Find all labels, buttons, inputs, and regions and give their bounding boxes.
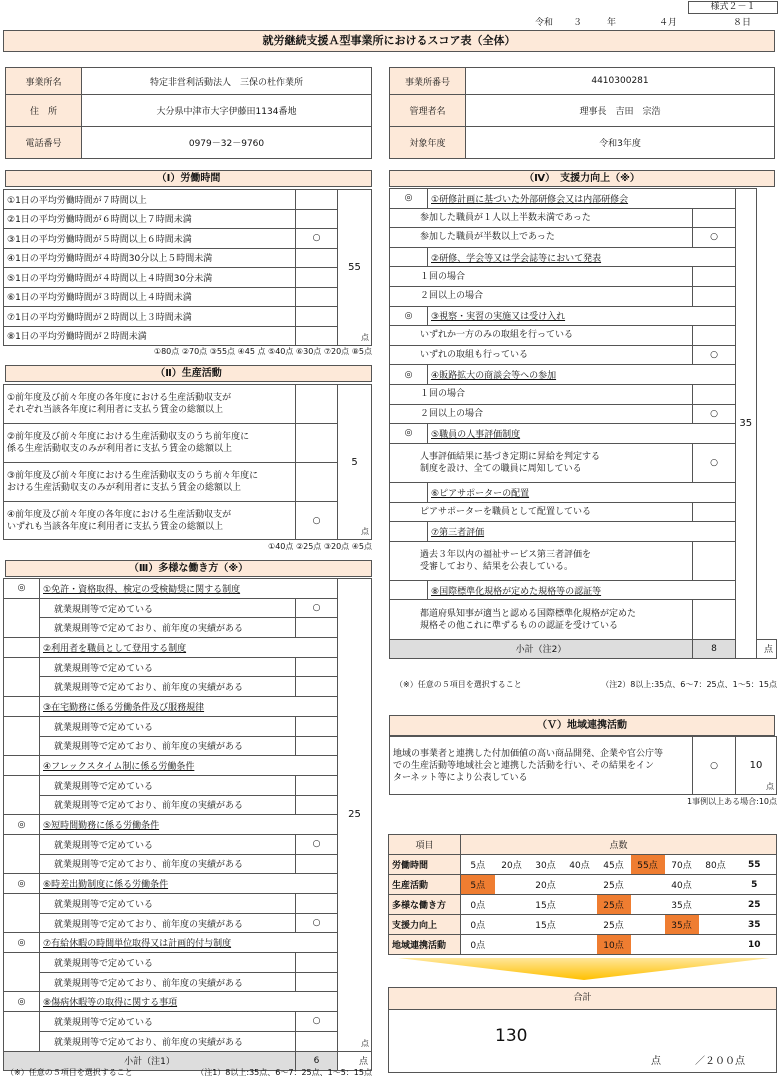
- date-day: ８日: [733, 18, 752, 28]
- summary-cell: [631, 875, 665, 895]
- info-right-table: [389, 67, 775, 159]
- summary-row-label: 地域連携活動: [389, 935, 461, 955]
- sec1-mark[interactable]: [296, 190, 338, 210]
- sec5-title: （Ｖ）地域連携活動: [389, 715, 775, 736]
- sec1-mark[interactable]: ○: [296, 229, 338, 249]
- summary-cell: [563, 915, 597, 935]
- sec5-text: 地域の事業者と連携した付加価値の高い商品開発、企業や官公庁等 での生産活動等地域社会と連携した活動を行い、その結果をイン ターネット等により公表している: [390, 737, 693, 795]
- sec3-item-title: ③在宅勤務に係る労働条件及び服務規律: [40, 697, 338, 717]
- sec3-sub: 就業規則等で定めている: [40, 716, 296, 736]
- manager-name: 理事長 吉田 宗浩: [466, 95, 775, 127]
- sec3-mark[interactable]: [296, 894, 338, 914]
- summary-cell: 55点: [631, 855, 665, 875]
- sec4-check[interactable]: [390, 522, 428, 542]
- sec4-sub: いずれの取組も行っている: [390, 345, 693, 365]
- sec4-footnote-left: （※）任意の５項目を選択すること: [395, 680, 522, 689]
- down-arrow: [398, 958, 770, 980]
- summary-cell: [699, 895, 733, 915]
- info-label: 電話番号: [6, 127, 82, 159]
- summary-cell: 15点: [529, 915, 563, 935]
- summary-row-label: 多様な働き方: [389, 895, 461, 915]
- sec3-sub: 就業規則等で定めており、前年度の実績がある: [40, 913, 296, 933]
- sec4-check[interactable]: ◎: [390, 306, 428, 326]
- sec4-item-title: ⑧国際標準化規格が定めた規格等の認証等: [428, 580, 736, 600]
- sec3-sub: 就業規則等で定めている: [40, 894, 296, 914]
- sec4-score: 35: [739, 417, 753, 429]
- sec2-row: ②前年度及び前々年度における生産活動収支のうち前年度に 係る生産活動収支のみが利用者に支払う賃金の総額以上: [4, 424, 296, 463]
- summary-cell: 80点: [699, 855, 733, 875]
- sec4-sub: ２回以上の場合: [390, 404, 693, 424]
- sec4-mark[interactable]: [693, 384, 736, 404]
- sec2-table: [3, 384, 372, 540]
- sec4-check[interactable]: [390, 482, 428, 502]
- summary-cell: 5点: [461, 855, 495, 875]
- sec2-row: ④前年度及び前々年度の各年度における生産活動収支が いずれも当該各年度に利用者に支払う賃金の総額以上: [4, 502, 296, 540]
- summary-cell: 25点: [597, 895, 631, 915]
- sec1-mark[interactable]: [296, 307, 338, 327]
- summary-table: [388, 834, 777, 955]
- sec4-sub: ピアサポーターを職員として配置している: [390, 502, 693, 522]
- info-label: 管理者名: [390, 95, 466, 127]
- info-label: 事業所名: [6, 68, 82, 95]
- summary-cell: 35点: [665, 915, 699, 935]
- sec2-note: ①40点 ②25点 ③20点 ④5点: [268, 542, 372, 551]
- total-max: ／２００点: [695, 1056, 745, 1067]
- sec4-sub: 参加した職員が１人以上半数未満であった: [390, 208, 693, 228]
- sec3-mark[interactable]: [296, 854, 338, 874]
- sec4-sub: 参加した職員が半数以上であった: [390, 228, 693, 248]
- sec3-check[interactable]: ◎: [4, 874, 40, 894]
- sec3-item-title: ⑦有給休暇の時間単位取得又は計画的付与制度: [40, 933, 338, 953]
- sec2-mark[interactable]: [296, 424, 338, 463]
- summary-cell: [563, 895, 597, 915]
- sec4-item-title: ②研修、学会等又は学会誌等において発表: [428, 247, 736, 267]
- sec3-sub: 就業規則等で定めている: [40, 953, 296, 973]
- sec3-score: 25: [348, 809, 361, 821]
- summary-cell: [699, 875, 733, 895]
- summary-cell: 10点: [597, 935, 631, 955]
- sec3-item-title: ①免許・資格取得、検定の受検勧奨に関する制度: [40, 579, 338, 599]
- sec3-table: [3, 578, 372, 1071]
- sec4-sub: 過去３年以内の福祉サービス第三者評価を 受審しており、結果を公表している。: [390, 541, 693, 580]
- sec1-row: ⑤1日の平均労働時間が４時間以上４時間30分未満: [4, 268, 296, 288]
- sec2-row: ③前年度及び前々年度における生産活動収支のうち前々年度に おける生産活動収支のみが利用者に支払う賃金の総額以上: [4, 463, 296, 502]
- sec3-check[interactable]: [4, 638, 40, 658]
- summary-cell: 30点: [529, 855, 563, 875]
- sec3-mark[interactable]: ○: [296, 598, 338, 618]
- sec1-score-cell: [338, 190, 372, 346]
- sec3-sub: 就業規則等で定めており、前年度の実績がある: [40, 795, 296, 815]
- summary-row-label: 生産活動: [389, 875, 461, 895]
- sec3-subtotal-unit: 点: [338, 1051, 372, 1070]
- info-label: 対象年度: [390, 127, 466, 159]
- sec4-sub: １回の場合: [390, 267, 693, 287]
- total-unit: 点: [651, 1056, 661, 1067]
- sec5-note: 1事例以上ある場合:10点: [687, 797, 777, 806]
- sec4-score-cell: [736, 189, 756, 659]
- date-era: 令和: [535, 18, 554, 28]
- info-label: 事業所番号: [390, 68, 466, 95]
- sec4-mark[interactable]: ○: [693, 345, 736, 365]
- summary-cell: 40点: [563, 855, 597, 875]
- summary-cell: 20点: [529, 875, 563, 895]
- total-box: [388, 987, 777, 1073]
- sec2-row: ①前年度及び前々年度の各年度における生産活動収支が それぞれ当該各年度に利用者に支払う賃金の総額以上: [4, 385, 296, 424]
- sec3-subtotal: 6: [296, 1051, 338, 1070]
- sec3-mark[interactable]: ○: [296, 834, 338, 854]
- sec3-mark[interactable]: ○: [296, 1012, 338, 1032]
- summary-cell: 45点: [597, 855, 631, 875]
- sec3-sub: 就業規則等で定めており、前年度の実績がある: [40, 1031, 296, 1051]
- sec3-check[interactable]: ◎: [4, 579, 40, 599]
- sec3-sub: 就業規則等で定めており、前年度の実績がある: [40, 618, 296, 638]
- sec1-table: [3, 189, 372, 346]
- sec4-sub: いずれか一方のみの取組を行っている: [390, 326, 693, 346]
- summary-cell: [631, 895, 665, 915]
- summary-cell: [495, 915, 529, 935]
- sec3-check[interactable]: ◎: [4, 815, 40, 835]
- sec1-note: ①80点 ②70点 ③55点 ④45 点 ⑤40点 ⑥30点 ⑦20点 ⑧5点: [153, 347, 372, 356]
- sec4-check[interactable]: [390, 580, 428, 600]
- summary-cell: [495, 895, 529, 915]
- sec3-item-title: ⑤短時間勤務に係る労働条件: [40, 815, 338, 835]
- summary-cell: 0点: [461, 895, 495, 915]
- sec1-row: ③1日の平均労働時間が５時間以上６時間未満: [4, 229, 296, 249]
- summary-cell: 0点: [461, 915, 495, 935]
- summary-cell: 25点: [597, 875, 631, 895]
- info-label: 住 所: [6, 95, 82, 127]
- sec2-unit: 点: [361, 527, 369, 536]
- sec1-mark[interactable]: [296, 287, 338, 307]
- total-value: 130: [495, 1026, 528, 1046]
- sec5-table: [389, 736, 777, 795]
- sec3-subtotal-label: 小計（注1）: [4, 1051, 296, 1070]
- office-name: 特定非営利活動法人 三保の杜作業所: [82, 68, 372, 95]
- sec1-score: 55: [348, 262, 361, 273]
- summary-row-total: 35: [733, 915, 777, 935]
- sec4-check[interactable]: ◎: [390, 189, 428, 209]
- sec5-score: 10: [749, 760, 763, 771]
- date-line: [535, 15, 775, 27]
- sec4-item-title: ③視察・実習の実施又は受け入れ: [428, 306, 736, 326]
- sec3-mark[interactable]: ○: [296, 913, 338, 933]
- info-left-table: [5, 67, 372, 159]
- sec4-item-title: ⑥ピアサポーターの配置: [428, 482, 736, 502]
- sec3-mark[interactable]: [296, 618, 338, 638]
- summary-row-label: 支援力向上: [389, 915, 461, 935]
- summary-cell: [665, 935, 699, 955]
- sec5-unit: 点: [766, 782, 774, 791]
- sec3-sub: 就業規則等で定めている: [40, 834, 296, 854]
- summary-cell: [563, 875, 597, 895]
- sec5-score-cell: [736, 737, 777, 795]
- summary-cell: 5点: [461, 875, 495, 895]
- summary-cell: [563, 935, 597, 955]
- sec3-item-title: ⑥時差出勤制度に係る労働条件: [40, 874, 338, 894]
- summary-cell: 40点: [665, 875, 699, 895]
- sec4-footnote-right: （注2）8以上:35点、6～7：25点、1～5：15点: [601, 680, 777, 689]
- sec4-item-title: ④販路拡大の商談会等への参加: [428, 365, 736, 385]
- summary-cell: [495, 875, 529, 895]
- sec4-mark[interactable]: [693, 208, 736, 228]
- form-code: 様式２－１: [688, 1, 778, 14]
- sec3-mark[interactable]: [296, 953, 338, 973]
- sec4-sub: ２回以上の場合: [390, 286, 693, 306]
- sec1-row: ⑥1日の平均労働時間が３時間以上４時間未満: [4, 287, 296, 307]
- sec1-row: ②1日の平均労働時間が６時間以上７時間未満: [4, 209, 296, 229]
- sec3-check[interactable]: [4, 697, 40, 717]
- sec3-check[interactable]: [4, 756, 40, 776]
- sec3-sub: 就業規則等で定めている: [40, 775, 296, 795]
- sec2-title: （Ⅱ）生産活動: [5, 365, 372, 382]
- sec2-mark[interactable]: [296, 463, 338, 502]
- office-number: 4410300281: [466, 68, 775, 95]
- date-year-unit: 年: [607, 18, 617, 28]
- sec3-mark[interactable]: [296, 657, 338, 677]
- sec4-mark[interactable]: [693, 326, 736, 346]
- sec4-mark[interactable]: [693, 267, 736, 287]
- sec4-mark[interactable]: [693, 600, 736, 639]
- sec1-row: ④1日の平均労働時間が４時間30分以上５時間未満: [4, 248, 296, 268]
- sec1-mark[interactable]: [296, 268, 338, 288]
- sec4-title: （Ⅳ） 支援力向上（※）: [389, 170, 775, 187]
- total-label: 合計: [389, 988, 776, 1010]
- sec4-sub: 都道府県知事が適当と認める国際標準化規格が定めた 規格その他これに準ずるものの認証を受けている: [390, 600, 693, 639]
- summary-row-total: 25: [733, 895, 777, 915]
- sec4-mark[interactable]: ○: [693, 228, 736, 248]
- sec2-score-cell: [338, 385, 372, 540]
- summary-row-total: 5: [733, 875, 777, 895]
- sec1-row: ⑦1日の平均労働時間が２時間以上３時間未満: [4, 307, 296, 327]
- sec2-mark[interactable]: [296, 385, 338, 424]
- sec3-check[interactable]: ◎: [4, 933, 40, 953]
- summary-row-total: 55: [733, 855, 777, 875]
- sec3-sub: 就業規則等で定めており、前年度の実績がある: [40, 736, 296, 756]
- target-year: 令和3年度: [466, 127, 775, 159]
- page-title: 就労継続支援Ａ型事業所におけるスコア表（全体）: [3, 30, 775, 52]
- sec4-check[interactable]: [390, 247, 428, 267]
- summary-cell: [529, 935, 563, 955]
- sec3-title: （Ⅲ）多様な働き方（※）: [5, 560, 372, 577]
- summary-cell: 0点: [461, 935, 495, 955]
- sec1-title: （Ⅰ）労働時間: [5, 170, 372, 187]
- sec4-subtotal: 8: [693, 639, 736, 658]
- sec4-item-title: ⑦第三者評価: [428, 522, 736, 542]
- sec3-mark[interactable]: [296, 736, 338, 756]
- sec4-sub: 人事評価結果に基づき定期に昇給を判定する 制度を設け、全ての職員に周知している: [390, 443, 693, 482]
- sec3-footnote-left: （※）任意の５項目を選択すること: [6, 1068, 133, 1077]
- sec3-mark[interactable]: [296, 677, 338, 697]
- sec3-sub: 就業規則等で定めている: [40, 598, 296, 618]
- sec3-sub: 就業規則等で定めており、前年度の実績がある: [40, 677, 296, 697]
- address: 大分県中津市大字伊藤田1134番地: [82, 95, 372, 127]
- summary-cell: [699, 915, 733, 935]
- date-year: ３: [573, 18, 583, 28]
- sec1-mark[interactable]: [296, 326, 338, 346]
- sec4-mark[interactable]: [693, 286, 736, 306]
- sec3-mark[interactable]: [296, 795, 338, 815]
- sec3-mark[interactable]: [296, 972, 338, 992]
- sec4-mark[interactable]: [693, 502, 736, 522]
- sec2-score: 5: [351, 456, 358, 468]
- sec4-sub: １回の場合: [390, 384, 693, 404]
- sec3-mark[interactable]: [296, 716, 338, 736]
- sec1-mark[interactable]: [296, 209, 338, 229]
- sec3-mark[interactable]: [296, 1031, 338, 1051]
- sec3-score-cell: [338, 579, 372, 1052]
- sec2-mark[interactable]: ○: [296, 502, 338, 540]
- sec3-check[interactable]: ◎: [4, 992, 40, 1012]
- summary-row-label: 労働時間: [389, 855, 461, 875]
- sec4-check[interactable]: ◎: [390, 424, 428, 444]
- sec3-item-title: ⑧傷病休暇等の取得に関する事項: [40, 992, 338, 1012]
- sec4-mark[interactable]: ○: [693, 404, 736, 424]
- sec3-sub: 就業規則等で定めており、前年度の実績がある: [40, 972, 296, 992]
- sec4-item-title: ⑤職員の人事評価制度: [428, 424, 736, 444]
- sec5-mark[interactable]: ○: [693, 737, 736, 795]
- summary-cell: [631, 935, 665, 955]
- summary-row-total: 10: [733, 935, 777, 955]
- sec3-unit: 点: [361, 1038, 369, 1048]
- sec3-item-title: ④フレックスタイム制に係る労働条件: [40, 756, 338, 776]
- sec1-mark[interactable]: [296, 248, 338, 268]
- sec4-mark[interactable]: ○: [693, 443, 736, 482]
- sec4-mark[interactable]: [693, 541, 736, 580]
- sec4-subtotal-unit: 点: [756, 639, 777, 658]
- summary-cell: 70点: [665, 855, 699, 875]
- sec4-check[interactable]: ◎: [390, 365, 428, 385]
- summary-head-points: 点数: [461, 835, 777, 855]
- sec1-row: ①1日の平均労働時間が７時間以上: [4, 190, 296, 210]
- summary-cell: 15点: [529, 895, 563, 915]
- sec3-sub: 就業規則等で定めている: [40, 657, 296, 677]
- summary-cell: [699, 935, 733, 955]
- summary-cell: [495, 935, 529, 955]
- summary-head-item: 項目: [389, 835, 461, 855]
- sec4-subtotal-label: 小計（注2）: [390, 639, 693, 658]
- date-month: ４月: [659, 18, 678, 28]
- summary-cell: [631, 915, 665, 935]
- phone: 0979－32－9760: [82, 127, 372, 159]
- sec4-item-title: ①研修計画に基づいた外部研修会又は内部研修会: [428, 189, 736, 209]
- summary-cell: 25点: [597, 915, 631, 935]
- sec4-table: [389, 188, 777, 659]
- sec3-item-title: ②利用者を職員として登用する制度: [40, 638, 338, 658]
- summary-cell: 20点: [495, 855, 529, 875]
- sec3-mark[interactable]: [296, 775, 338, 795]
- sec3-sub: 就業規則等で定めており、前年度の実績がある: [40, 854, 296, 874]
- summary-cell: 35点: [665, 895, 699, 915]
- sec3-sub: 就業規則等で定めている: [40, 1012, 296, 1032]
- sec1-row: ⑧1日の平均労働時間が２時間未満: [4, 326, 296, 346]
- sec1-unit: 点: [361, 333, 369, 342]
- sec3-footnote-right: （注1）8以上:35点、6～7：25点、1～5：15点: [196, 1068, 372, 1077]
